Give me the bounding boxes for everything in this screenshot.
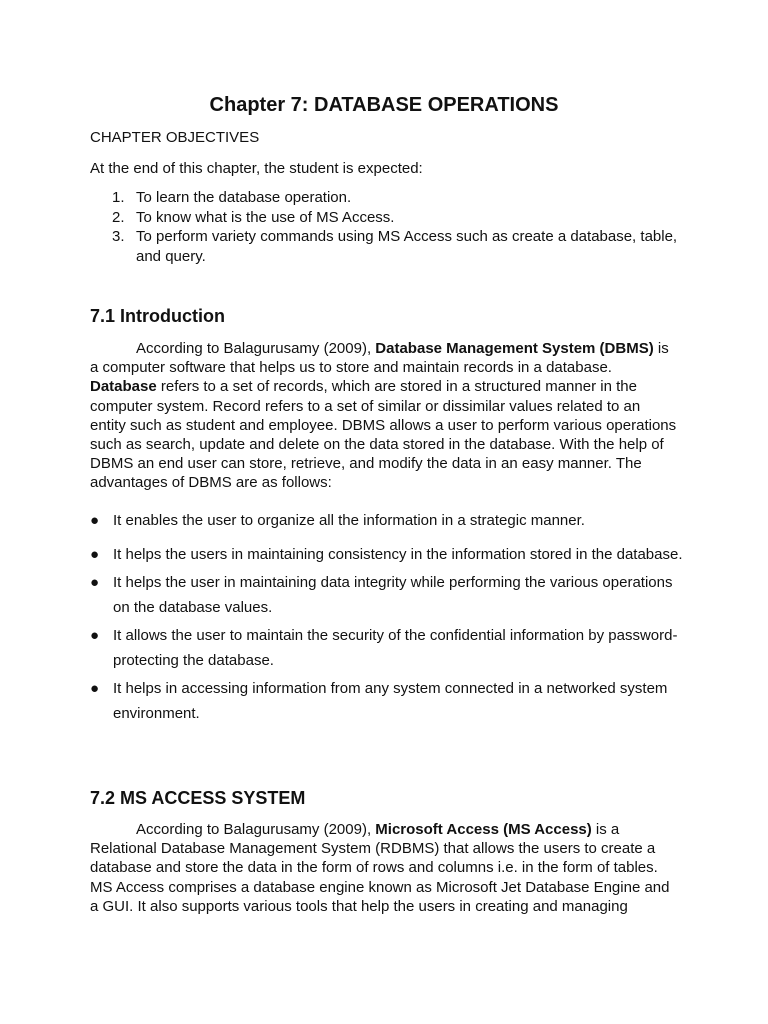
list-item-text: It enables the user to organize all the information in a strategic manner. bbox=[113, 512, 585, 529]
objectives-list bbox=[90, 188, 680, 266]
ms-access-text: According to Balagurusamy (2009), bbox=[136, 821, 376, 838]
objective-item bbox=[90, 208, 680, 228]
dbms-term: Database Management System (DBMS) bbox=[375, 340, 654, 357]
introduction-paragraph bbox=[90, 339, 680, 493]
list-item bbox=[90, 624, 690, 673]
bullet-icon: ● bbox=[90, 680, 100, 697]
objective-text: To learn the database operation. bbox=[136, 189, 352, 206]
chapter-title: Chapter 7: DATABASE OPERATIONS bbox=[209, 94, 559, 116]
section-heading-ms-access: 7.2 MS ACCESS SYSTEM bbox=[90, 788, 306, 808]
list-item-text: It allows the user to maintain the security of the confidential information by password-protecting the database. bbox=[113, 627, 678, 669]
bullet-icon: ● bbox=[90, 627, 100, 644]
objective-item bbox=[90, 188, 680, 208]
ms-access-paragraph bbox=[90, 820, 680, 916]
list-item bbox=[90, 571, 690, 620]
intro-text: refers to a set of records, which are stored in a structured manner in the computer system. Record refers to a set of similar or dissimilar values related to an entity such as student and employee. DBMS allows a user to perform various operations such as search, update and delete on the data stored in the database. With the help of DBMS an end user can store, retrieve, and modify the data in an easy manner. The advantages of DBMS are as follows: bbox=[90, 378, 677, 492]
objective-number: 2. bbox=[112, 208, 125, 226]
section-heading-introduction: 7.1 Introduction bbox=[90, 306, 225, 326]
ms-access-term: Microsoft Access (MS Access) bbox=[375, 821, 592, 838]
objective-number: 1. bbox=[112, 189, 125, 206]
list-item-text: It helps in accessing information from any system connected in a networked system environment. bbox=[113, 680, 668, 722]
database-term: Database bbox=[90, 378, 157, 396]
bullet-icon: ● bbox=[90, 512, 100, 529]
objective-number: 3. bbox=[112, 228, 125, 245]
bullet-icon: ● bbox=[90, 574, 100, 591]
list-item-text: It helps the users in maintaining consistency in the information stored in the database. bbox=[113, 545, 683, 563]
objectives-intro: At the end of this chapter, the student is expected: bbox=[90, 160, 423, 177]
list-item bbox=[90, 543, 690, 568]
intro-text: is a computer software that helps us to store and maintain records in a database. bbox=[90, 340, 669, 377]
list-item bbox=[90, 509, 690, 534]
list-item bbox=[90, 677, 690, 726]
objective-text: To know what is the use of MS Access. bbox=[136, 208, 395, 226]
objectives-heading: CHAPTER OBJECTIVES bbox=[90, 129, 260, 146]
objective-text: To perform variety commands using MS Access such as create a database, table, and query. bbox=[136, 228, 678, 265]
intro-text: According to Balagurusamy (2009), bbox=[136, 340, 376, 357]
bullet-icon: ● bbox=[90, 545, 100, 563]
list-item-text: It helps the user in maintaining data integrity while performing the various operations on the database values. bbox=[113, 574, 673, 616]
advantages-list bbox=[90, 509, 690, 730]
objective-item bbox=[90, 227, 680, 266]
ms-access-text: is a Relational Database Management System (RDBMS) that allows the users to create a database and store the data in the form of rows and columns i.e. in the form of tables. MS Access comprises a database engine known as Microsoft Jet Database Engine and a GUI. It also supports various tools that help the users in creating and managing bbox=[90, 821, 670, 915]
